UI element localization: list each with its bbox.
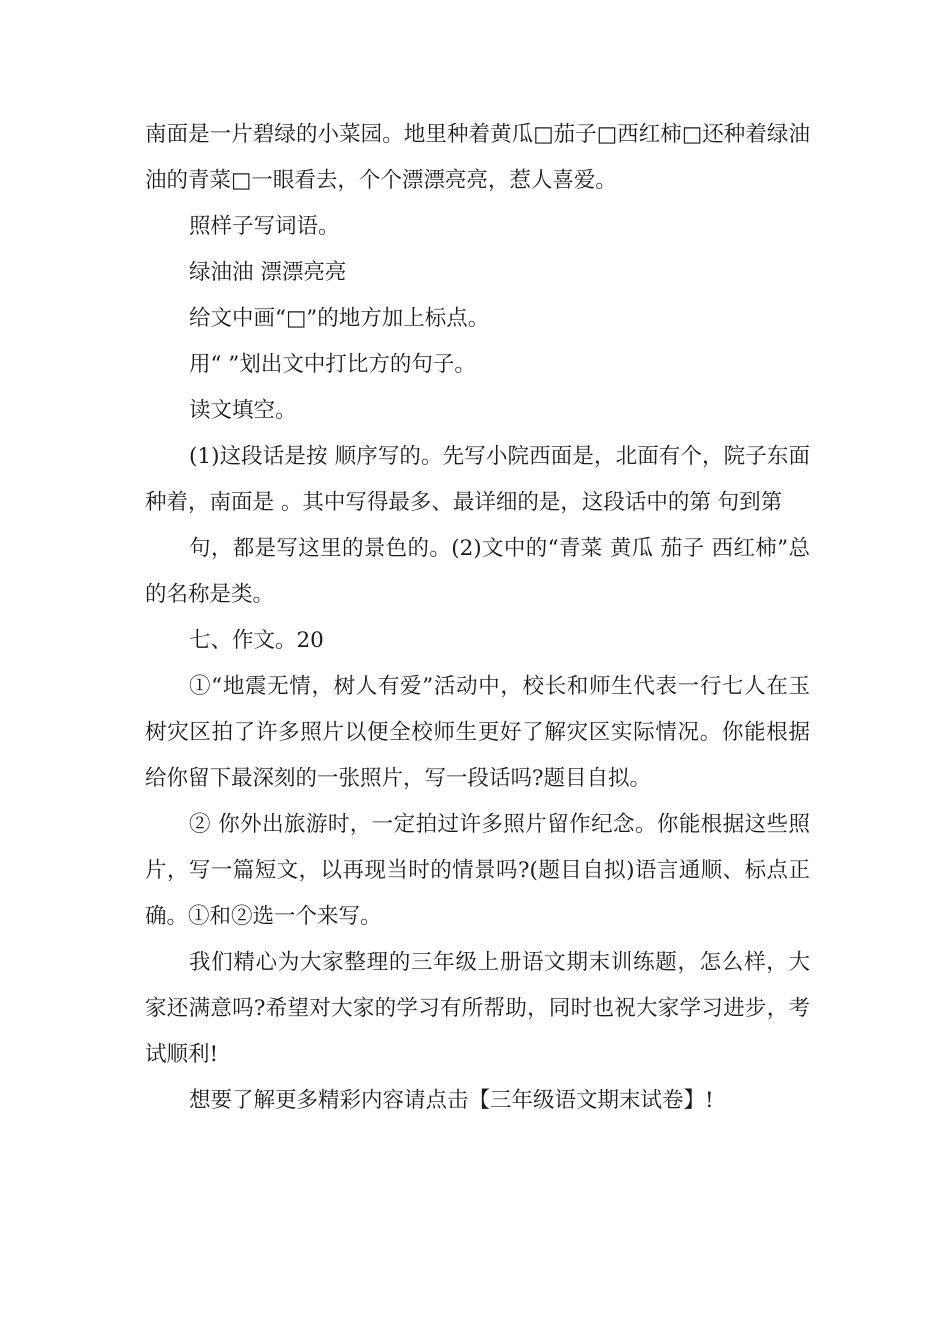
paragraph-exercise-fill-blank: 读文填空。 xyxy=(189,398,297,423)
paragraph-exercise-punctuation: 给文中画“□”的地方加上标点。 xyxy=(189,306,490,331)
paragraph-composition-option-2: ② 你外出旅游时，一定拍过许多照片留作纪念。你能根据这些照片，写一篇短文，以再现当时的情景吗?(题目自拟)语言通顺、标点正确。①和②选一个来写。 xyxy=(145,812,810,929)
paragraph-exercise-word-imitation: 照样子写词语。 xyxy=(189,214,340,239)
paragraph-vegetable-garden: 南面是一片碧绿的小菜园。地里种着黄瓜□茄子□西红柿□还种着绿油油的青菜□一眼看去，个个漂漂亮亮，惹人喜爱。 xyxy=(145,122,810,193)
paragraph-composition-option-1: ①“地震无情，树人有爱”活动中，校长和师生代表一行七人在玉树灾区拍了许多照片以便全校师生更好了解灾区实际情况。你能根据给你留下最深刻的一张照片，写一段话吗?题目自拟。 xyxy=(145,674,810,791)
paragraph-example-words: 绿油油 漂漂亮亮 xyxy=(189,260,347,285)
paragraph-exercise-metaphor: 用“ ”划出文中打比方的句子。 xyxy=(189,352,476,377)
paragraph-more-content-link[interactable]: 想要了解更多精彩内容请点击【三年级语文期末试卷】! xyxy=(189,1088,714,1113)
paragraph-fill-blank-part2: 句，都是写这里的景色的。(2)文中的“青菜 黄瓜 茄子 西红柿”总的名称是类。 xyxy=(145,536,810,607)
paragraph-fill-blank-part1: (1)这段话是按 顺序写的。先写小院西面是，北面有个，院子东面种着，南面是 。其中写得最多、最详细的是，这段话中的第 句到第 xyxy=(145,444,810,515)
paragraph-closing-message: 我们精心为大家整理的三年级上册语文期末训练题，怎么样，大家还满意吗?希望对大家的学习有所帮助，同时也祝大家学习进步，考试顺利! xyxy=(145,950,810,1067)
section-heading-composition: 七、作文。20 xyxy=(189,628,324,653)
document-body xyxy=(145,112,810,1124)
